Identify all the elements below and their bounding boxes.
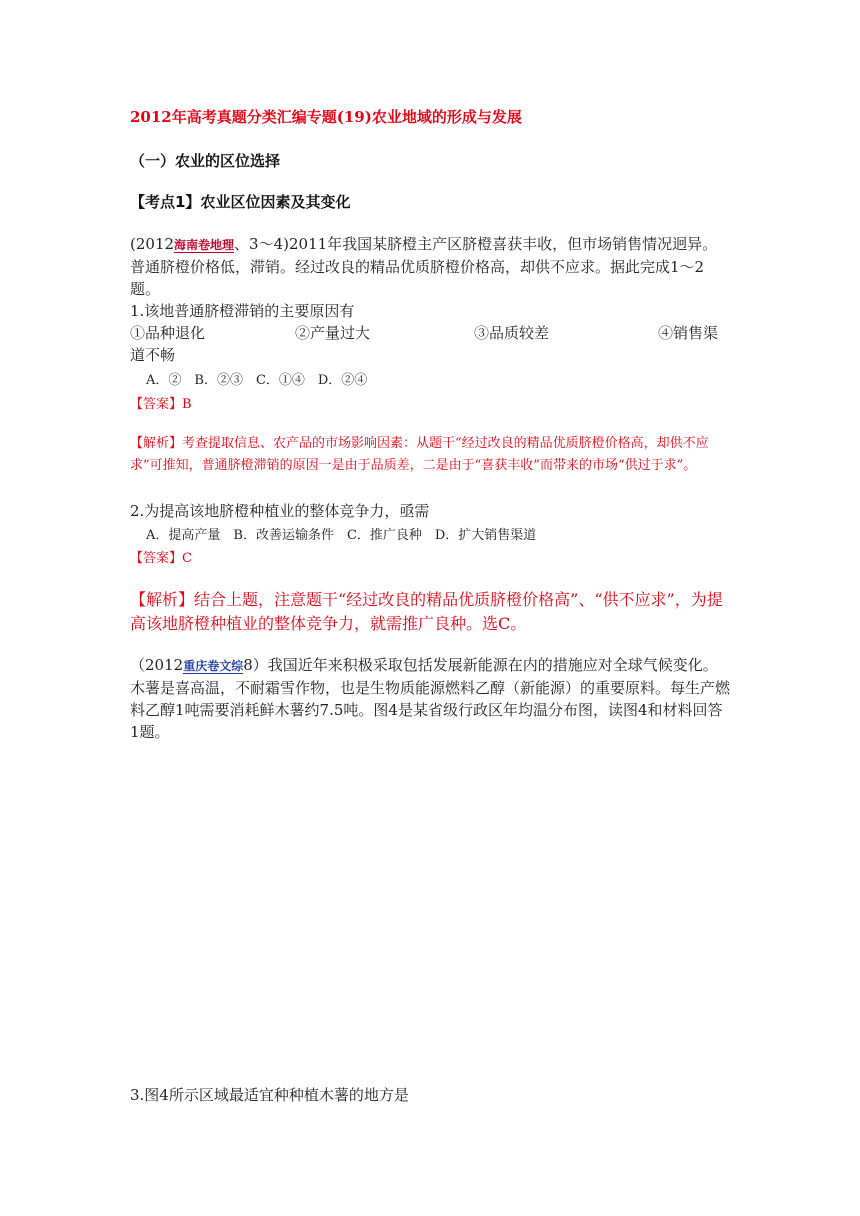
question-2-answer: 【答案】C <box>130 551 192 566</box>
passage-2-prefix: （2012 <box>130 656 184 674</box>
q1-option-3: ③品质较差 <box>474 324 550 342</box>
question-1-stem: 1.该地普通脐橙滞销的主要原因有 <box>130 302 355 320</box>
q1-option-4-cont: 道不畅 <box>130 346 176 364</box>
source-tag-chongqing[interactable]: 重庆卷文综 <box>183 659 244 673</box>
question-1-options <box>130 322 730 344</box>
passage-1 <box>130 233 730 300</box>
passage-1-text: 、3～4)2011年我国某脐橙主产区脐橙喜获丰收，但市场销售情况迥异。普通脐橙价格低，滞销。经过改良的精品优质脐橙价格高，却供不应求。据此完成1～2题。 <box>130 235 718 298</box>
point-heading: 【考点1】农业区位因素及其变化 <box>130 193 351 211</box>
question-1-answer: 【答案】B <box>130 397 192 412</box>
passage-1-prefix: (2012 <box>130 235 175 253</box>
question-2-explanation: 【解析】结合上题，注意题干“经过改良的精品优质脐橙价格高”、“供不应求”，为提高该地脐橙种植业的整体竞争力，就需推广良种。选C。 <box>130 590 723 633</box>
passage-2-text: 8）我国近年来积极采取包括发展新能源在内的措施应对全球气候变化。木薯是喜高温，不耐霜雪作物，也是生物质能源燃料乙醇（新能源）的重要原料。每生产燃料乙醇1吨需要消耗鲜木薯约7.5吨。图4是某省级行政区年均温分布图，读图4和材料回答1题。 <box>130 656 731 741</box>
question-1-explanation: 【解析】考查提取信息、农产品的市场影响因素：从题干“经过改良的精品优质脐橙价格高，却供不应求”可推知，普通脐橙滞销的原因一是由于品质差，二是由于“喜获丰收”而带来的市场“供过于求”。 <box>130 436 709 473</box>
question-1-choices: A．② B．②③ C．①④ D．②④ <box>146 373 368 388</box>
page-title: 2012年高考真题分类汇编专题(19)农业地域的形成与发展 <box>130 108 522 126</box>
passage-2 <box>130 654 730 743</box>
source-tag-hainan[interactable]: 海南卷地理 <box>174 238 235 252</box>
q1-option-4: ④销售渠 <box>658 324 719 342</box>
q1-option-2: ②产量过大 <box>295 324 371 342</box>
question-2-choices: A．提高产量 B．改善运输条件 C．推广良种 D．扩大销售渠道 <box>146 528 537 543</box>
question-2-stem: 2.为提高该地脐橙种植业的整体竞争力，亟需 <box>130 502 430 520</box>
section-heading: （一）农业的区位选择 <box>130 152 281 170</box>
question-3-stem: 3.图4所示区域最适宜种种植木薯的地方是 <box>130 1086 409 1104</box>
q1-option-1: ①品种退化 <box>130 324 206 342</box>
